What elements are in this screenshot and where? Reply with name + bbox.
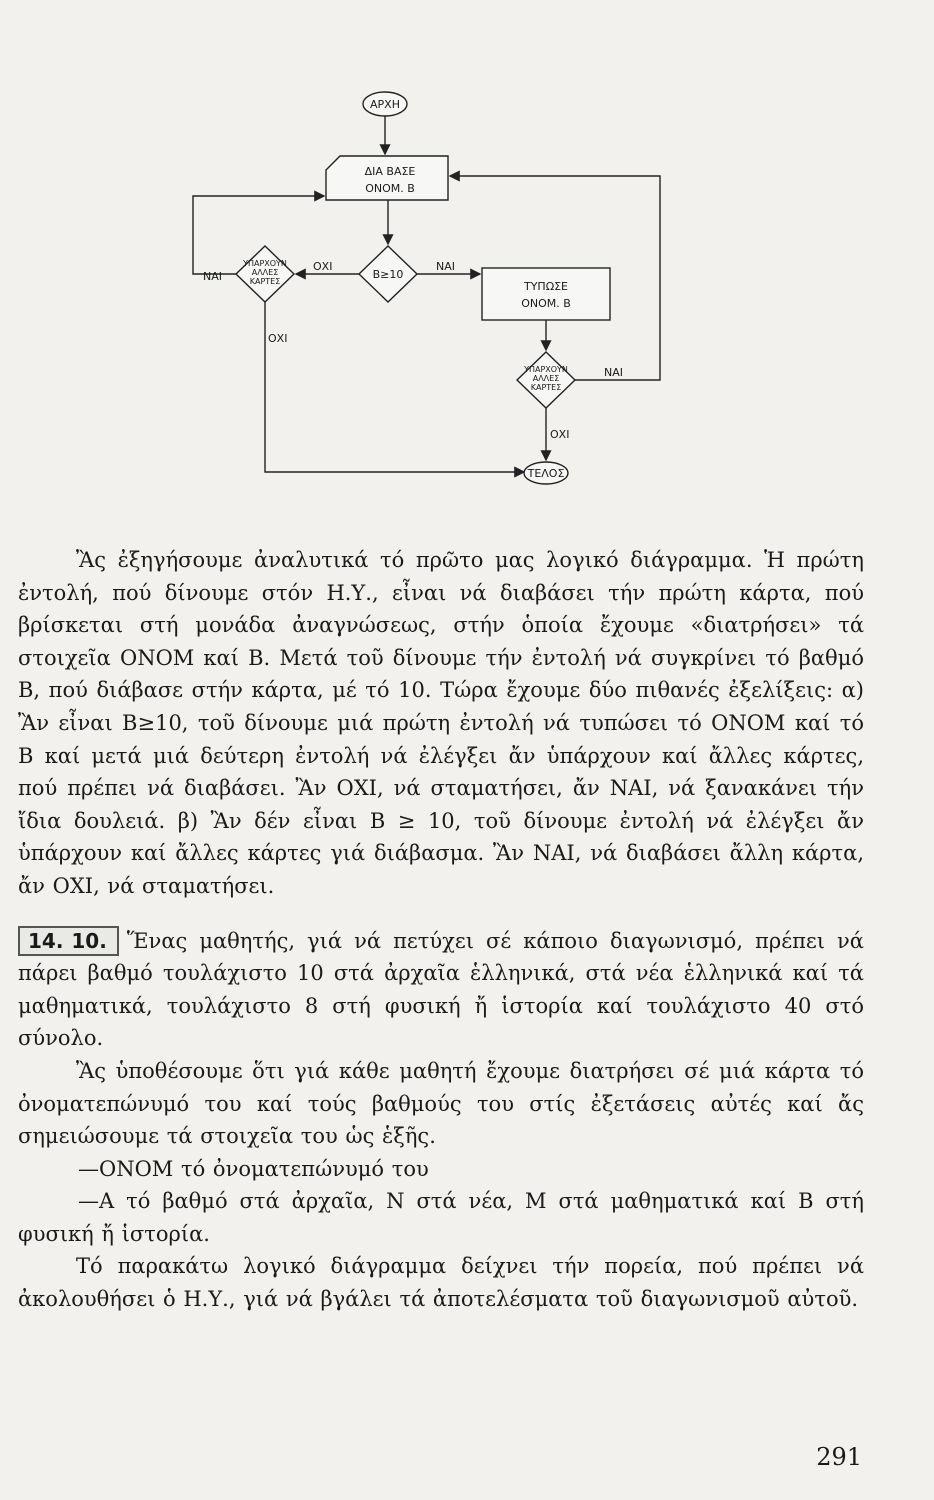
read-label-line2: ΟΝΟΜ. Β xyxy=(365,182,415,195)
section-14-10 xyxy=(18,925,864,1055)
print-box xyxy=(482,268,610,320)
section-text: Ἕνας μαθητής, γιά νά πετύχει σέ κάποιο διαγωνισμό, πρέπει νά πάρει βαθμό τουλάχιστο 10 στά ἀρχαῖα ἑλληνικά, στά νέα ἑλληνικά καί τά μαθηματικά, τουλάχιστο 8 στή φυσική ἤ ἱστορία καί τουλάχιστο 40 στό σύνολο. xyxy=(18,928,864,1051)
list-item-1: —ΟΝΟΜ τό ὀνοματεπώνυμό του xyxy=(78,1156,429,1181)
yes-label-left: ΝΑΙ xyxy=(203,270,222,283)
start-label: ΑΡΧΗ xyxy=(370,98,400,111)
list-item-2: —Α τό βαθμό στά ἀρχαῖα, Ν στά νέα, Μ στά μαθηματικά καί Β στή φυσική ἤ ἱστορία. xyxy=(18,1189,864,1246)
flowchart xyxy=(0,0,934,520)
paragraph-3: Τό παρακάτω λογικό διάγραμμα δείχνει τήν πορεία, πού πρέπει νά ἀκολουθήσει ὁ Η.Υ., γιά νά βγάλει τά ἀποτελέσματα τοῦ διαγωνισμοῦ αὐτοῦ. xyxy=(18,1254,864,1312)
no-label-b: ΟΧΙ xyxy=(313,260,333,273)
paragraph-1: Ἂς ἐξηγήσουμε ἀναλυτικά τό πρῶτο μας λογικό διάγραμμα. Ἡ πρώτη ἐντολή, πού δίνουμε στόν Η.Υ., εἶναι νά διαβάσει τήν πρώτη κάρτα, πού βρίσκεται στή μονάδα ἀναγνώσεως, στήν ὁποία ἔχουμε «διατρήσει» τά στοιχεῖα ΟΝΟΜ καί Β. Μετά τοῦ δίνουμε τήν ἐντολή νά συγκρίνει τό βαθμό Β, πού διάβασε στήν κάρτα, μέ τό 10. Τώρα ἔχουμε δύο πιθανές ἐξελίξεις: α) Ἂν εἶναι Β≥10, τοῦ δίνουμε μιά πρώτη ἐντολή νά τυπώσει τό ΟΝΟΜ καί τό Β καί μετά μιά δεύτερη ἐντολή νά ἐλέγξει ἄν ὑπάρχουν καί ἄλλες κάρτες, πού πρέπει νά διαβάσει. Ἂν ΟΧΙ, νά σταματήσει, ἄν ΝΑΙ, νά ξανακάνει τήν ἴδια δουλειά. β) Ἂν δέν εἶναι Β ≥ 10, τοῦ δίνουμε ἐντολή νά ἐλέγξει ἄν ὑπάρχουν καί ἄλλες κάρτες γιά διάβασμα. Ἂν ΝΑΙ, νά διαβάσει ἄλλη κάρτα, ἄν ΟΧΙ, νά σταματήσει. xyxy=(18,548,864,898)
more-cards-right-line3: ΚΑΡΤΕΣ xyxy=(530,383,562,392)
decision-b-label: Β≥10 xyxy=(372,268,404,281)
end-label: ΤΕΛΟΣ xyxy=(527,467,565,480)
no-label-right: ΟΧΙ xyxy=(550,428,570,441)
more-cards-left-line2: ΑΛΛΕΣ xyxy=(251,268,279,277)
read-label-line1: ΔΙΑ ΒΑΣΕ xyxy=(364,165,416,178)
print-label-line2: ΟΝΟΜ. Β xyxy=(521,297,571,310)
print-label-line1: ΤΥΠΩΣΕ xyxy=(523,280,569,293)
more-cards-left-line1: ΥΠΑΡΧΟΥΝ xyxy=(243,259,287,268)
section-label: 14. 10. xyxy=(18,926,119,956)
more-cards-right-line1: ΥΠΑΡΧΟΥΝ xyxy=(524,365,568,374)
paragraph-2: Ἂς ὑποθέσουμε ὅτι γιά κάθε μαθητή ἔχουμε διατρήσει σέ μιά κάρτα τό ὀνοματεπώνυμό του καί τούς βαθμούς του στίς ἐξετάσεις αὐτές καί ἄς σημειώσουμε τά στοιχεῖα του ὡς ἑξῆς. xyxy=(18,1058,864,1149)
no-label-left: ΟΧΙ xyxy=(268,332,288,345)
more-cards-left-line3: ΚΑΡΤΕΣ xyxy=(249,277,281,286)
yes-label-right: ΝΑΙ xyxy=(604,366,623,379)
yes-label-b: ΝΑΙ xyxy=(436,260,455,273)
main-text xyxy=(18,544,864,1316)
page-number: 291 xyxy=(816,1443,862,1471)
more-cards-right-line2: ΑΛΛΕΣ xyxy=(532,374,560,383)
